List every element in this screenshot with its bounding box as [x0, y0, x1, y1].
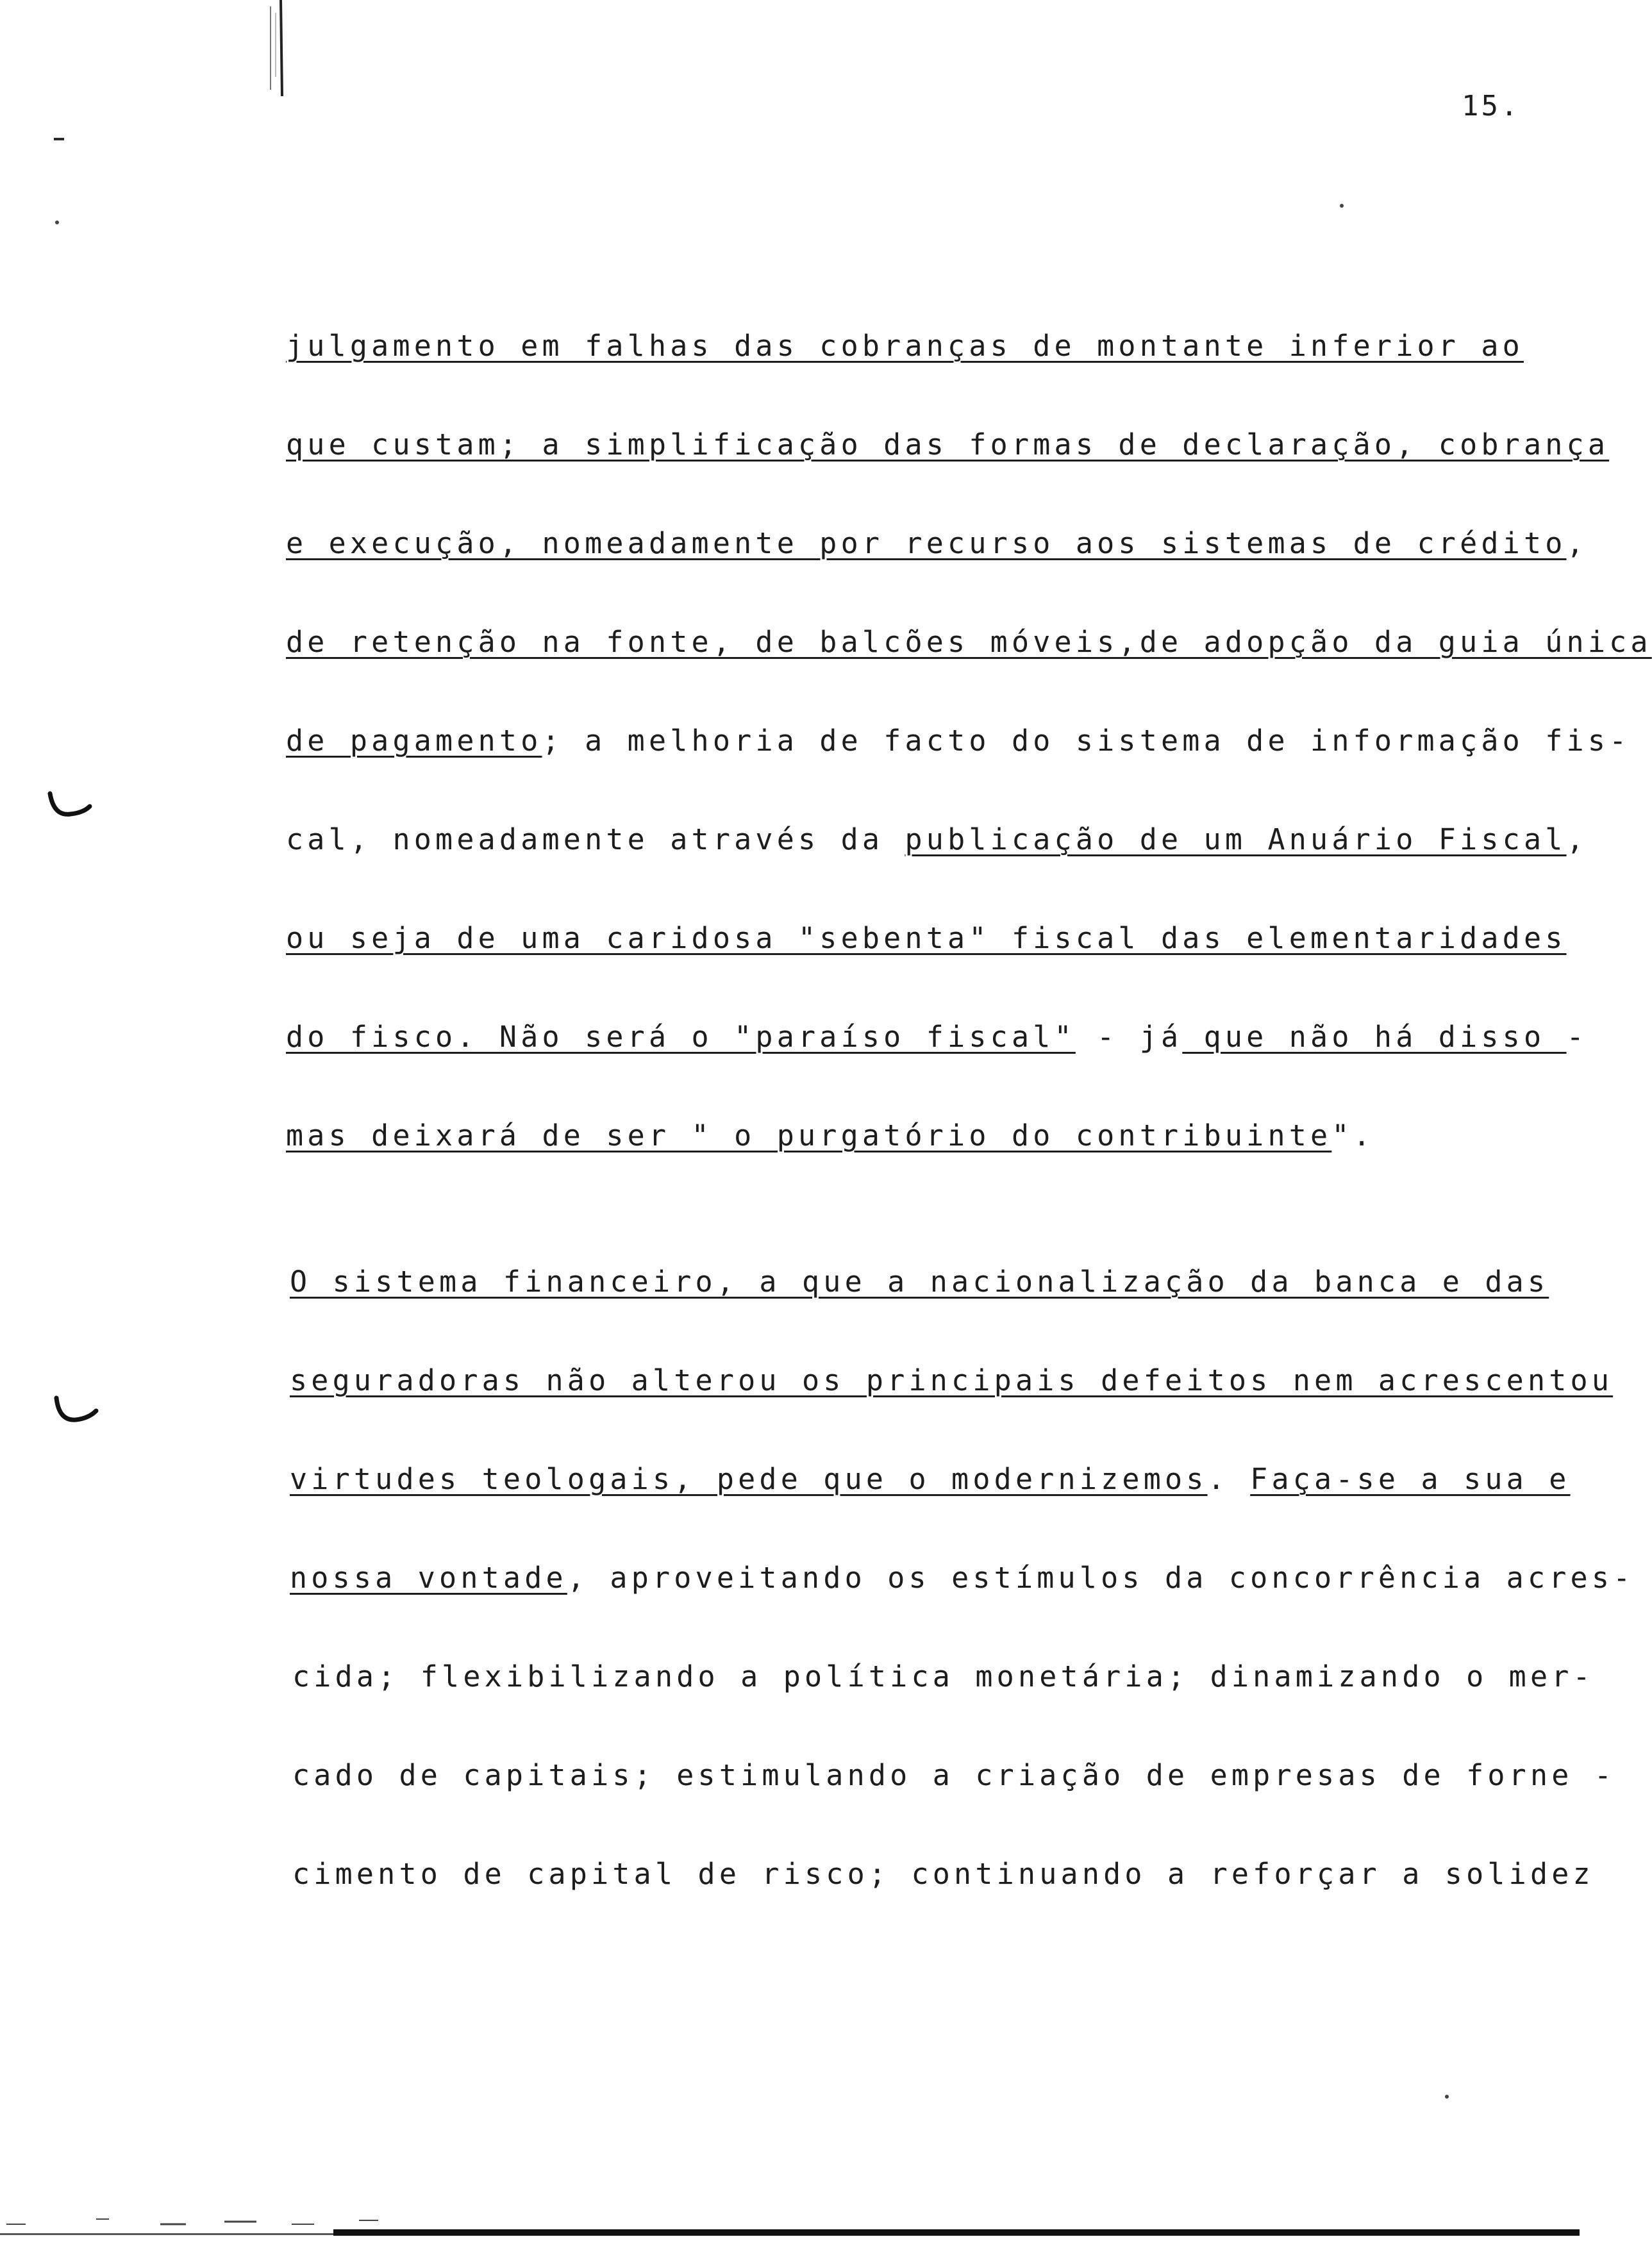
scan-speck: [1340, 204, 1344, 208]
binding-mark: [263, 0, 314, 96]
underlined-text: de retenção na fonte, de balcões móveis,de adopção da guia única: [286, 625, 1652, 659]
text-segment: cal, nomeadamente através da: [286, 822, 905, 856]
text-line: [290, 1361, 1613, 1400]
page-edge: [333, 2229, 1580, 2236]
underlined-text: do fisco. Não será o "paraíso fiscal": [286, 1020, 1076, 1054]
text-segment: cado de capitais; estimulando a criação de empresas de forne -: [292, 1758, 1616, 1792]
text-line: [286, 524, 1588, 563]
underlined-text: e execução, nomeadamente por recurso aos sistemas de crédito: [286, 526, 1567, 560]
text-line: [286, 820, 1588, 859]
text-line: [292, 1756, 1615, 1795]
text-segment: .: [1207, 1462, 1251, 1496]
text-line: [286, 1018, 1588, 1056]
text-line: [292, 1855, 1594, 1893]
text-segment: -: [1566, 1020, 1588, 1054]
text-line: [292, 1658, 1594, 1696]
scan-noise: [0, 2205, 410, 2231]
text-line: [286, 919, 1567, 958]
text-segment: cida; flexibilizando a política monetária; dinamizando o mer-: [292, 1660, 1594, 1693]
scan-speck: [54, 138, 64, 140]
text-segment: ".: [1331, 1119, 1374, 1152]
underlined-text: nossa vontade: [290, 1561, 567, 1595]
text-segment: ,: [1566, 822, 1588, 856]
text-line: [290, 1460, 1571, 1499]
text-segment: ; a melhoria de facto do sistema de informação fis-: [542, 724, 1631, 758]
underlined-text: de pagamento: [286, 724, 542, 758]
underlined-text: O sistema financeiro, a que a nacionalização da banca e das: [290, 1265, 1549, 1299]
underlined-text: Faça-se a sua e: [1250, 1462, 1571, 1496]
text-segment: , aproveitando os estímulos da concorrência acres-: [567, 1561, 1635, 1595]
underlined-text: virtudes teologais, pede que o modernizemos: [290, 1462, 1208, 1496]
margin-check-mark: [45, 788, 96, 827]
text-line: [286, 426, 1609, 464]
text-line: [290, 1263, 1549, 1301]
scan-speck: [1445, 2095, 1449, 2099]
underlined-text: ou seja de uma caridosa "sebenta" fiscal das elementaridades: [286, 921, 1567, 955]
underlined-text: seguradoras não alterou os principais defeitos nem acrescentou: [290, 1363, 1614, 1397]
underlined-text: que não há disso: [1182, 1020, 1567, 1054]
underlined-text: publicação de um Anuário Fiscal: [905, 822, 1567, 856]
text-line: [290, 1559, 1634, 1597]
text-line: [286, 1117, 1374, 1155]
text-segment: - já: [1075, 1020, 1183, 1054]
page-edge: [0, 2233, 333, 2235]
underlined-text: mas deixará de ser " o purgatório do contribuinte: [286, 1119, 1332, 1152]
margin-check-mark: [51, 1394, 103, 1433]
underlined-text: julgamento em falhas das cobranças de montante inferior ao: [286, 329, 1524, 363]
page-number: 15.: [1462, 90, 1521, 122]
scan-speck: [55, 220, 59, 224]
text-line: [286, 327, 1524, 365]
text-line: [286, 623, 1652, 661]
text-segment: ,: [1566, 526, 1588, 560]
underlined-text: que custam; a simplificação das formas de declaração, cobrança: [286, 428, 1610, 462]
text-line: [286, 722, 1630, 760]
text-segment: cimento de capital de risco; continuando a reforçar a solidez: [292, 1857, 1594, 1891]
